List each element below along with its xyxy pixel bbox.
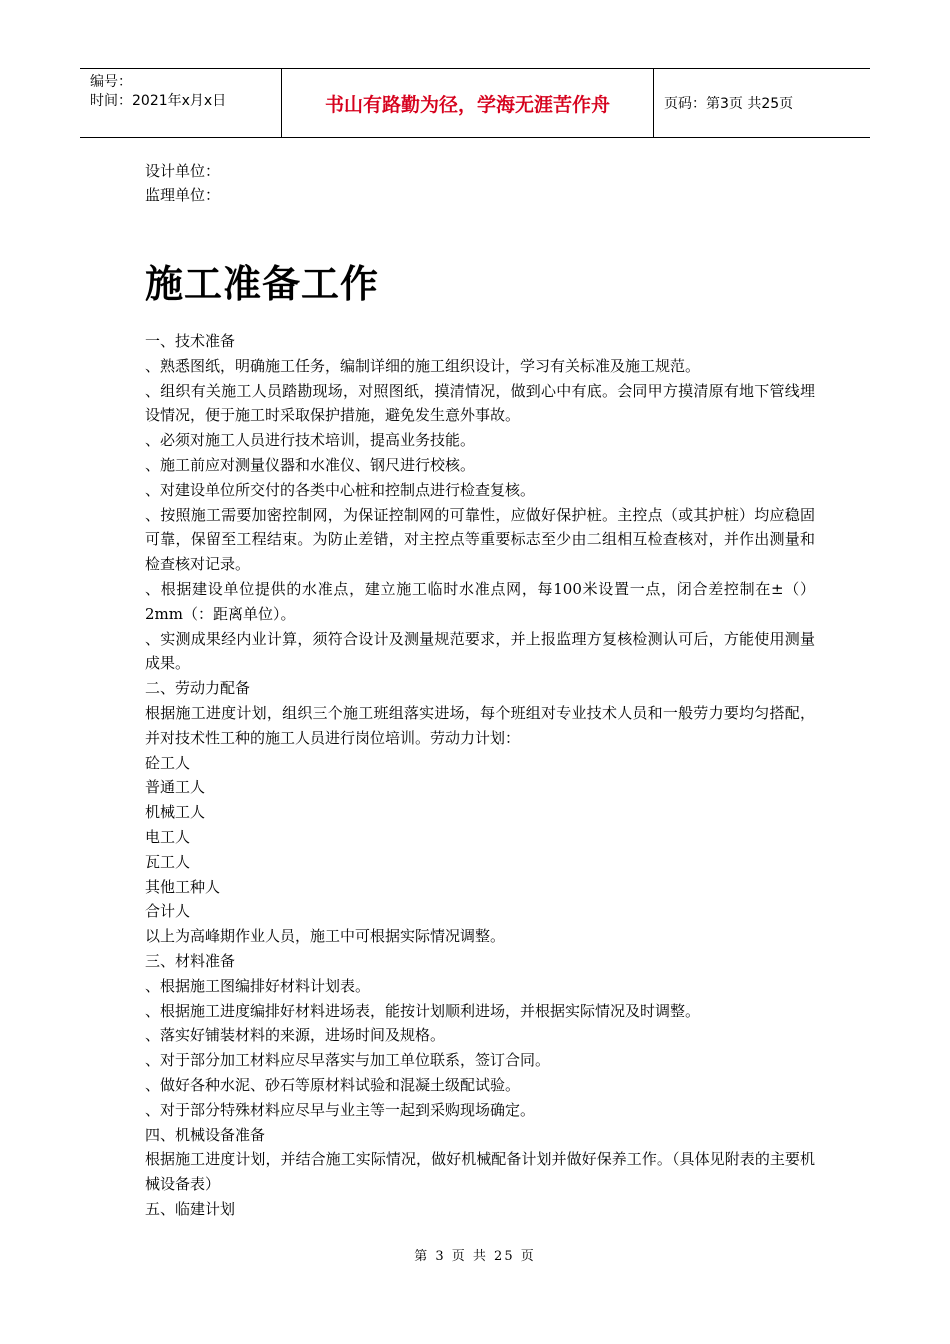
section-heading: 二、劳动力配备 — [145, 679, 251, 698]
paragraph: 、根据建设单位提供的水准点，建立施工临时水准点网，每100米设置一点，闭合差控制在±（）2mm（：距离单位）。 — [145, 579, 815, 623]
paragraph: 、对于部分特殊材料应尽早与业主等一起到采购现场确定。 — [145, 1100, 536, 1119]
header-page-info: 页码：第3页 共25页 — [664, 96, 794, 112]
supervision-unit: 监理单位： — [145, 186, 221, 204]
meta-block — [145, 159, 220, 207]
header-left-cell — [80, 69, 282, 137]
section-heading: 一、技术准备 — [145, 332, 236, 350]
paragraph: 、施工前应对测量仪器和水准仪、钢尺进行校核。 — [145, 455, 476, 474]
section-heading: 三、材料准备 — [145, 951, 236, 970]
section-heading: 四、机械设备准备 — [145, 1125, 266, 1144]
labor-item: 合计人 — [145, 902, 191, 921]
paragraph: 、对建设单位所交付的各类中心桩和控制点进行检查复核。 — [145, 480, 536, 499]
time-label: 时间：2021年x月x日 — [90, 93, 227, 109]
paragraph: 、组织有关施工人员踏勘现场，对照图纸，摸清情况，做到心中有底。会同甲方摸清原有地下管线埋设情况，便于施工时采取保护措施，避免发生意外事故。 — [145, 381, 815, 425]
labor-item: 机械工人 — [145, 803, 206, 822]
labor-item: 其他工种人 — [145, 877, 221, 896]
paragraph: 、根据施工图编排好材料计划表。 — [145, 976, 371, 995]
paragraph: 、做好各种水泥、砂石等原材料试验和混凝土级配试验。 — [145, 1075, 521, 1094]
paragraph: 、必须对施工人员进行技术培训，提高业务技能。 — [145, 431, 476, 450]
number-label: 编号： — [90, 74, 132, 90]
paragraph: 、根据施工进度编排好材料进场表，能按计划顺利进场，并根据实际情况及时调整。 — [145, 1001, 701, 1020]
paragraph: 、熟悉图纸，明确施工任务，编制详细的施工组织设计，学习有关标准及施工规范。 — [145, 356, 701, 375]
labor-item: 电工人 — [145, 827, 191, 846]
labor-item: 瓦工人 — [145, 852, 191, 871]
page-footer: 第 3 页 共 25 页 — [414, 1249, 536, 1264]
page-header — [80, 68, 870, 138]
paragraph: 、实测成果经内业计算，须符合设计及测量规范要求，并上报监理方复核检测认可后，方能使用测量成果。 — [145, 629, 815, 673]
paragraph: 根据施工进度计划，并结合施工实际情况，做好机械配备计划并做好保养工作。（具体见附表的主要机械设备表） — [145, 1150, 815, 1194]
page-title: 施工准备工作 — [145, 262, 380, 306]
paragraph: 、对于部分加工材料应尽早落实与加工单位联系，签订合同。 — [145, 1051, 551, 1070]
document-body — [145, 329, 815, 1222]
labor-item: 普通工人 — [145, 778, 206, 797]
header-motto: 书山有路勤为径，学海无涯苦作舟 — [282, 69, 654, 137]
paragraph: 、按照施工需要加密控制网，为保证控制网的可靠性，应做好保护桩。主控点（或其护桩）均应稳固可靠，保留至工程结束。为防止差错，对主控点等重要标志至少由二组相互检查核对，并作出测量和检查核对记录。 — [145, 505, 815, 574]
design-unit: 设计单位： — [145, 162, 221, 180]
paragraph: 以上为高峰期作业人员，施工中可根据实际情况调整。 — [145, 927, 506, 946]
paragraph: 、落实好铺装材料的来源，进场时间及规格。 — [145, 1026, 446, 1045]
section-heading: 五、临建计划 — [145, 1199, 236, 1218]
labor-item: 砼工人 — [145, 753, 191, 772]
paragraph: 根据施工进度计划，组织三个施工班组落实进场，每个班组对专业技术人员和一般劳力要均匀搭配，并对技术性工种的施工人员进行岗位培训。劳动力计划： — [145, 703, 815, 747]
